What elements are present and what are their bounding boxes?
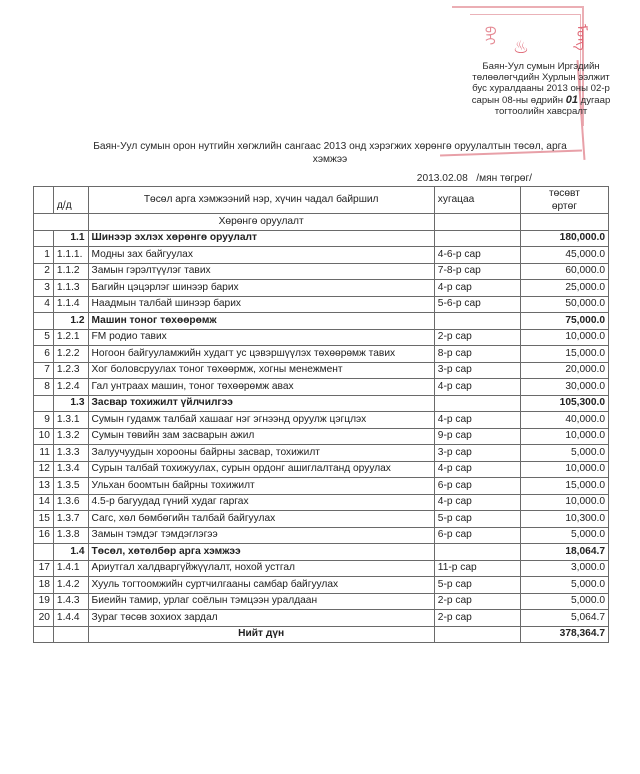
table-row	[34, 296, 609, 313]
table-row	[34, 263, 609, 280]
row-duration: 6-р сар	[434, 527, 520, 544]
row-cost: 15,000.0	[520, 346, 608, 363]
soyombo-emblem-icon: ♨	[512, 37, 530, 57]
table-row	[34, 280, 609, 297]
table-row	[34, 428, 609, 445]
row-cost: 15,000.0	[520, 478, 608, 495]
row-cost: 60,000.0	[520, 263, 608, 280]
row-code: 1.3.4	[53, 461, 88, 478]
table-row	[34, 445, 609, 462]
annex-line-1: Баян-Уул сумын Иргэдийн	[482, 61, 600, 72]
group-name: Засвар тохижилт үйлчилгээ	[88, 395, 434, 412]
group-code: 1.4	[53, 544, 88, 561]
row-code: 1.2.3	[53, 362, 88, 379]
row-cost: 25,000.0	[520, 280, 608, 297]
row-code: 1.3.5	[53, 478, 88, 495]
row-duration: 8-р сар	[434, 346, 520, 363]
row-number: 5	[34, 329, 54, 346]
row-name: Замын тэмдэг тэмдэглэгээ	[88, 527, 434, 544]
row-cost: 10,000.0	[520, 428, 608, 445]
row-name: Ульхан боомтын байрны тохижилт	[88, 478, 434, 495]
header-cost: төсөвт өртөг	[520, 187, 608, 214]
stamp-script-right: ᠮᠣᠩ	[574, 24, 590, 51]
row-number: 10	[34, 428, 54, 445]
row-duration: 4-р сар	[434, 494, 520, 511]
row-duration: 4-6-р сар	[434, 247, 520, 264]
row-duration: 2-р сар	[434, 329, 520, 346]
row-duration: 3-р сар	[434, 362, 520, 379]
row-code: 1.3.8	[53, 527, 88, 544]
row-cost: 5,000.0	[520, 527, 608, 544]
annex-note	[458, 61, 624, 117]
table-row	[34, 362, 609, 379]
row-cost: 5,000.0	[520, 593, 608, 610]
row-number: 1	[34, 247, 54, 264]
section-title: Хөрөнгө оруулалт	[88, 214, 434, 231]
group-total: 18,064.7	[520, 544, 608, 561]
section-row	[34, 214, 609, 231]
row-name: Хууль тогтоомжийн суртчилгааны самбар байгуулах	[88, 577, 434, 594]
row-duration: 3-р сар	[434, 445, 520, 462]
row-name: 4.5-р багуудад гүний худаг гаргах	[88, 494, 434, 511]
row-name: Ногоон байгууламжийн худагт ус цэвэршүүлэх төхөөрөмж тавих	[88, 346, 434, 363]
group-code: 1.1	[53, 230, 88, 247]
group-total: 180,000.0	[520, 230, 608, 247]
row-duration: 2-р сар	[434, 593, 520, 610]
row-name: Модны зах байгуулах	[88, 247, 434, 264]
grand-total-value: 378,364.7	[520, 626, 608, 643]
row-cost: 5,064.7	[520, 610, 608, 627]
row-name: Сурын талбай тохижуулах, сурын ордонг ашиглалтанд оруулах	[88, 461, 434, 478]
row-code: 1.1.4	[53, 296, 88, 313]
row-name: Залуучуудын хорооны байрны засвар, тохижилт	[88, 445, 434, 462]
group-name: Төсөл, хөтөлбөр арга хэмжээ	[88, 544, 434, 561]
row-code: 1.2.2	[53, 346, 88, 363]
row-name: Багийн цэцэрлэг шинээр барих	[88, 280, 434, 297]
row-name: Гал унтраах машин, тоног төхөөрөмж авах	[88, 379, 434, 396]
row-cost: 10,000.0	[520, 461, 608, 478]
row-name: Замын гэрэлтүүлэг тавих	[88, 263, 434, 280]
annex-line-4: сарын 08-ны өдрийн 01 дугаар	[471, 93, 611, 106]
table-row	[34, 247, 609, 264]
row-cost: 40,000.0	[520, 412, 608, 429]
row-duration: 2-р сар	[434, 610, 520, 627]
row-duration: 6-р сар	[434, 478, 520, 495]
row-cost: 20,000.0	[520, 362, 608, 379]
row-duration: 11-р сар	[434, 560, 520, 577]
date-and-unit: 2013.02.08 /мян төгрөг/	[416, 173, 532, 184]
row-name: Сумын гудамж талбай хашааг нэг эгнээнд оруулж цэгцлэх	[88, 412, 434, 429]
header-name: Төсөл арга хэмжээний нэр, хүчин чадал байршил	[88, 187, 434, 214]
table-row	[34, 379, 609, 396]
row-number: 8	[34, 379, 54, 396]
row-name: Хог боловсруулах тоног төхөөрмж, хогны менежмент	[88, 362, 434, 379]
header-num	[34, 187, 54, 214]
table-row	[34, 412, 609, 429]
row-code: 1.1.2	[53, 263, 88, 280]
group-code: 1.2	[53, 313, 88, 330]
group-code: 1.3	[53, 395, 88, 412]
document-title	[40, 141, 620, 166]
row-number: 18	[34, 577, 54, 594]
row-cost: 50,000.0	[520, 296, 608, 313]
row-number: 4	[34, 296, 54, 313]
row-code: 1.4.1	[53, 560, 88, 577]
header-duration: хугацаа	[434, 187, 520, 214]
annex-line-5: тогтоолийн хавсралт	[494, 105, 588, 117]
row-name: Сумын төвийн зам засварын ажил	[88, 428, 434, 445]
row-name: FM родио тавих	[88, 329, 434, 346]
row-name: Сагс, хөл бөмбөгийн талбай байгуулах	[88, 511, 434, 528]
row-duration: 9-р сар	[434, 428, 520, 445]
row-number: 14	[34, 494, 54, 511]
row-number: 3	[34, 280, 54, 297]
row-code: 1.4.4	[53, 610, 88, 627]
handwritten-number: 01	[565, 93, 578, 106]
table-row	[34, 346, 609, 363]
row-number: 2	[34, 263, 54, 280]
row-duration: 7-8-р сар	[434, 263, 520, 280]
group-name: Шинээр эхлэх хөрөнгө оруулалт	[88, 230, 434, 247]
row-number: 17	[34, 560, 54, 577]
row-cost: 3,000.0	[520, 560, 608, 577]
row-number: 11	[34, 445, 54, 462]
row-code: 1.4.3	[53, 593, 88, 610]
row-duration: 4-р сар	[434, 412, 520, 429]
stamp-script-left: ᠪᠠᠶ	[482, 26, 498, 46]
row-cost: 30,000.0	[520, 379, 608, 396]
row-number: 7	[34, 362, 54, 379]
row-cost: 10,000.0	[520, 494, 608, 511]
group-total: 105,300.0	[520, 395, 608, 412]
grand-total-row	[34, 626, 609, 643]
group-total: 75,000.0	[520, 313, 608, 330]
row-number: 16	[34, 527, 54, 544]
row-name: Ариутгал халдваргүйжүүлалт, нохой устгал	[88, 560, 434, 577]
investment-plan-table	[33, 186, 609, 643]
table-row	[34, 478, 609, 495]
row-name: Наадмын талбай шинээр барих	[88, 296, 434, 313]
row-number: 9	[34, 412, 54, 429]
group-row	[34, 313, 609, 330]
row-code: 1.2.4	[53, 379, 88, 396]
row-cost: 10,300.0	[520, 511, 608, 528]
table-row	[34, 494, 609, 511]
title-line-1: Баян-Уул сумын орон нутгийн хөгжлийн сангаас 2013 онд хэрэгжих хөрөнгө оруулалтын төсөл, арга	[93, 141, 567, 152]
row-code: 1.3.7	[53, 511, 88, 528]
row-name: Зураг төсөв зохиох зардал	[88, 610, 434, 627]
table-row	[34, 511, 609, 528]
group-row	[34, 544, 609, 561]
row-cost: 45,000.0	[520, 247, 608, 264]
table-row	[34, 560, 609, 577]
row-duration: 4-р сар	[434, 379, 520, 396]
annex-line-3: бус хуралдааны 2013 оны 02-р	[472, 83, 610, 95]
row-number: 20	[34, 610, 54, 627]
row-cost: 5,000.0	[520, 577, 608, 594]
row-duration: 4-р сар	[434, 280, 520, 297]
table-row	[34, 329, 609, 346]
row-name: Биеийн тамир, урлаг соёлын тэмцээн уралдаан	[88, 593, 434, 610]
table-header-row	[34, 187, 609, 214]
row-number: 12	[34, 461, 54, 478]
table-row	[34, 610, 609, 627]
row-code: 1.1.3	[53, 280, 88, 297]
table-row	[34, 593, 609, 610]
row-code: 1.4.2	[53, 577, 88, 594]
table-row	[34, 461, 609, 478]
row-number: 6	[34, 346, 54, 363]
group-row	[34, 395, 609, 412]
row-duration: 5-р сар	[434, 577, 520, 594]
row-number: 13	[34, 478, 54, 495]
table-row	[34, 527, 609, 544]
header-code: д/д	[53, 187, 88, 214]
row-cost: 10,000.0	[520, 329, 608, 346]
row-code: 1.3.6	[53, 494, 88, 511]
group-row	[34, 230, 609, 247]
annex-line-2: төлөөлөгчдийн Хурлын ээлжит	[472, 72, 610, 84]
row-cost: 5,000.0	[520, 445, 608, 462]
group-name: Машин тоног төхөөрөмж	[88, 313, 434, 330]
row-number: 19	[34, 593, 54, 610]
row-code: 1.3.1	[53, 412, 88, 429]
row-code: 1.2.1	[53, 329, 88, 346]
row-duration: 5-р сар	[434, 511, 520, 528]
row-duration: 5-6-р сар	[434, 296, 520, 313]
row-code: 1.1.1.	[53, 247, 88, 264]
row-number: 15	[34, 511, 54, 528]
table-row	[34, 577, 609, 594]
title-line-2: хэмжээ	[312, 153, 348, 165]
grand-total-label: Нийт дүн	[88, 626, 434, 643]
row-code: 1.3.2	[53, 428, 88, 445]
row-code: 1.3.3	[53, 445, 88, 462]
row-duration: 4-р сар	[434, 461, 520, 478]
